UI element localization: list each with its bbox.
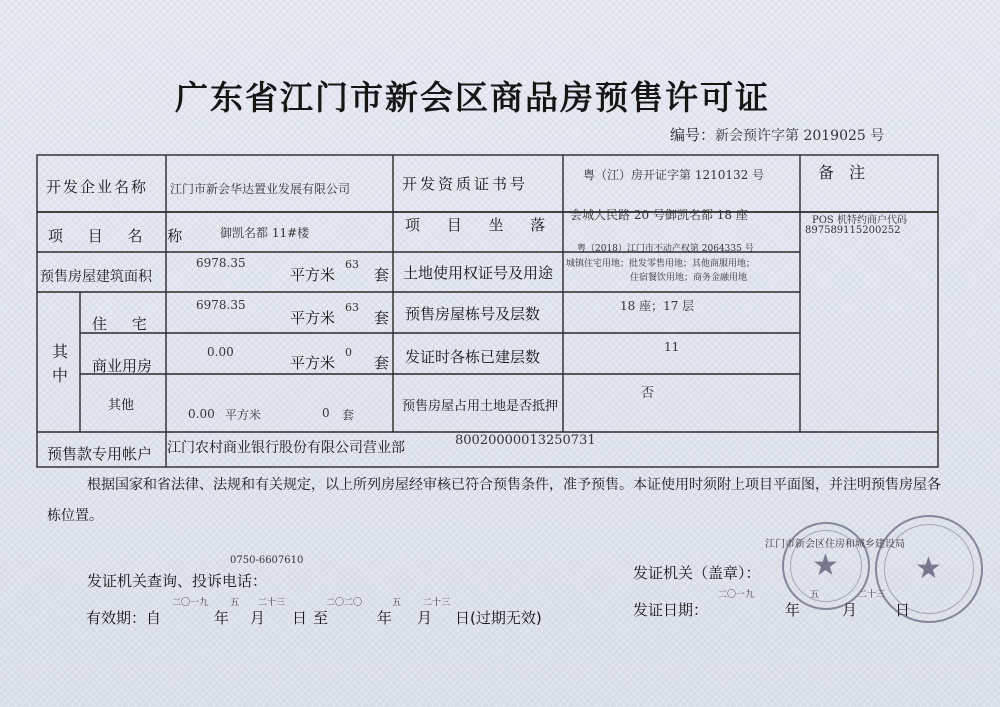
label-land-cert: 土地使用权证号及用途: [403, 264, 554, 282]
remarks-pos-label: POS 机特约商户代码: [812, 215, 907, 226]
land-cert-line3: 住宿餐饮用地；商务金融用地: [630, 273, 748, 283]
issue-year-char: 年: [785, 601, 801, 619]
land-cert-line1: 粤（2018）江门市不动产权第 2064335 号: [577, 244, 754, 254]
value-residential-area: 6978.35: [196, 298, 246, 312]
issue-date-label: 发证日期：: [633, 601, 709, 619]
approval-notice: 根据国家和省法律、法规和有关规定，以上所列房屋经审核已符合预售条件，准予预售。本证使用时须附上项目平面图，并注明预售房屋各栋位置。: [47, 477, 941, 524]
commercial-units-unit: 套: [374, 354, 390, 372]
validity-to-month-char: 月: [417, 609, 433, 627]
validity-from-year: 二〇一九: [172, 598, 209, 608]
inquiry-phone: 0750-6607610: [230, 555, 304, 566]
value-other-units: 0: [322, 406, 330, 420]
value-commercial-units: 0: [345, 346, 352, 359]
label-developer: 开发企业名称: [46, 178, 149, 196]
value-building-floors: 18 座；17 层: [620, 299, 695, 313]
validity-from-day: 二十三: [258, 598, 286, 608]
value-account-number: 80020000013250731: [455, 433, 596, 448]
certificate-title: 广东省江门市新会区商品房预售许可证: [175, 78, 770, 117]
validity-to-char: 至: [313, 609, 329, 627]
value-developer: 江门市新会华达置业发展有限公司: [170, 182, 351, 196]
other-area-unit: 平方米: [225, 408, 262, 422]
issue-day-char: 日: [895, 601, 911, 619]
label-commercial: 商业用房: [92, 357, 153, 375]
seal-star-icon: ★: [812, 548, 839, 583]
validity-to-day: 二十三: [423, 598, 451, 608]
residential-units-unit: 套: [374, 309, 390, 327]
label-remarks: 备 注: [818, 163, 871, 182]
other-units-unit: 套: [342, 408, 355, 422]
validity-to-month: 五: [392, 598, 402, 608]
official-seal-right: [875, 515, 983, 623]
validity-year-char: 年: [214, 609, 230, 627]
value-qualification: 粤（江）房开证字第 1210132 号: [583, 168, 765, 182]
label-presale-account: 预售款专用帐户: [47, 445, 153, 463]
value-residential-units: 63: [345, 301, 359, 314]
label-of-which: 其中: [52, 342, 69, 385]
value-other-area: 0.00: [188, 407, 215, 421]
issue-day: 二十三: [858, 590, 886, 600]
label-project-name: 项 目 名 称: [48, 227, 193, 245]
validity-to-day-char: 日: [455, 609, 471, 627]
validity-label: 有效期：自: [86, 609, 162, 627]
value-presale-area: 6978.35: [196, 256, 246, 270]
validity-day-char: 日: [292, 609, 308, 627]
issuer-name: 江门市新会区住房和城乡建设局: [765, 539, 905, 550]
label-built-floors: 发证时各栋已建层数: [405, 348, 541, 366]
inquiry-label: 发证机关查询、投诉电话：: [87, 572, 268, 590]
commercial-area-unit: 平方米: [290, 354, 336, 372]
official-seal-left: [782, 522, 870, 610]
residential-area-unit: 平方米: [290, 309, 336, 327]
value-land-mortgage: 否: [641, 386, 655, 401]
value-account-bank: 江门农村商业银行股份有限公司营业部: [167, 440, 405, 456]
label-building-floors: 预售房屋栋号及层数: [405, 305, 541, 323]
value-commercial-area: 0.00: [207, 345, 234, 359]
value-presale-units: 63: [345, 258, 359, 271]
certificate-number-value: 新会预许字第 2019025 号: [715, 128, 885, 144]
remarks-pos-code: 897589115200252: [805, 225, 901, 236]
issue-month: 五: [810, 590, 820, 600]
certificate-number: [670, 124, 884, 145]
issuer-label: 发证机关（盖章）：: [633, 564, 761, 582]
validity-month-char: 月: [250, 609, 266, 627]
presale-units-unit: 套: [374, 266, 390, 284]
value-project-name: 御凯名都 11#楼: [220, 226, 310, 240]
validity-expired-note: (过期无效): [470, 609, 542, 627]
value-project-location: 会城人民路 20 号御凯名都 18 座: [570, 208, 748, 222]
label-land-mortgage: 预售房屋占用土地是否抵押: [402, 399, 559, 414]
value-built-floors: 11: [664, 340, 680, 354]
label-project-location: 项 目 坐 落: [405, 216, 557, 234]
issue-year: 二〇一九: [718, 590, 755, 600]
validity-to-year-char: 年: [377, 609, 393, 627]
validity-from-month: 五: [230, 598, 240, 608]
label-qualification: 开发资质证书号: [402, 175, 529, 193]
label-presale-area: 预售房屋建筑面积: [40, 269, 152, 285]
seal-star-icon: ★: [915, 551, 942, 586]
validity-to-year: 二〇二〇: [326, 598, 363, 608]
label-residential: 住 宅: [92, 315, 157, 333]
certificate-number-label: 编号：: [670, 126, 716, 144]
issue-month-char: 月: [842, 601, 858, 619]
land-cert-line2: 城镇住宅用地；批发零售用地；其他商服用地；: [566, 259, 756, 269]
label-other: 其他: [108, 398, 135, 413]
presale-area-unit: 平方米: [290, 266, 336, 284]
